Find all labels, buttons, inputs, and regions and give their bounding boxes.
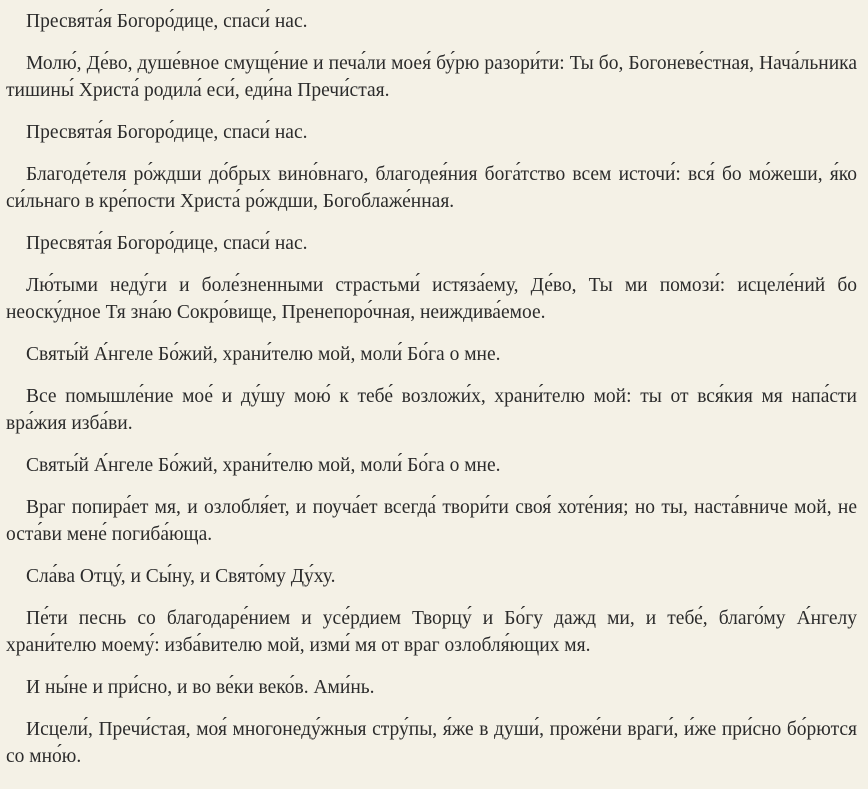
paragraph-doxology: Сла́ва Отцу́, и Сы́ну, и Свято́му Ду́ху. xyxy=(26,566,336,587)
paragraph-troparion: Враг попира́ет мя, и озлобля́ет, и поуча́ет всегда́ твори́ти своя́ хоте́ния; но ты, наста́вниче мой, не оста́ви мене́ погиба́юща. xyxy=(6,497,857,545)
paragraph-troparion: Благоде́теля ро́ждши до́брых вино́внаго, благодея́ния бога́тство всем источи́: вся́ бо мо́жеши, я́ко си́льнаго в кре́пости Христа́ ро́ждши, Богоблаже́нная. xyxy=(6,164,857,212)
paragraph-troparion: Молю́, Де́во, душе́вное смуще́ние и печа́ли моея́ бу́рю разори́ти: Ты бо, Богоневе́стная, Нача́льника тишины́ Христа́ родила́ еси́, еди́на Пречи́стая. xyxy=(6,53,857,101)
paragraph-doxology-ending: И ны́не и при́сно, и во ве́ки веко́в. Ами́нь. xyxy=(26,677,375,698)
paragraph-refrain-theotokos: Пресвята́я Богоро́дице, спаси́ нас. xyxy=(26,122,308,143)
paragraph-theotokion: Исцели́, Пречи́стая, моя́ многонеду́жныя стру́пы, я́же в души́, проже́ни враги́, и́же при́сно бо́рются со мно́ю. xyxy=(6,719,857,767)
paragraph-refrain-theotokos: Пресвята́я Богоро́дице, спаси́ нас. xyxy=(26,11,308,32)
paragraph-troparion: Пе́ти песнь со благодаре́нием и усе́рдием Творцу́ и Бо́гу дажд ми, и тебе́, благо́му А́нгелу храни́телю моему́: изба́вителю мой, изми́ мя от враг озлобля́ющих мя. xyxy=(6,608,857,656)
paragraph-refrain-theotokos: Пресвята́я Богоро́дице, спаси́ нас. xyxy=(26,233,308,254)
paragraph-troparion: Все помышле́ние мое́ и ду́шу мою́ к тебе́ возложи́х, храни́телю мой: ты от вся́кия мя напа́сти вра́жия изба́ви. xyxy=(6,386,857,434)
paragraph-refrain-angel: Святы́й А́нгеле Бо́жий, храни́телю мой, моли́ Бо́га о мне. xyxy=(26,455,501,476)
paragraph-refrain-angel: Святы́й А́нгеле Бо́жий, храни́телю мой, моли́ Бо́га о мне. xyxy=(26,344,501,365)
paragraph-troparion: Лю́тыми неду́ги и боле́зненными страстьми́ истяза́ему, Де́во, Ты ми помози́: исцеле́ний бо неоску́дное Тя зна́ю Сокро́вище, Пренепоро́чная, неиждива́емое. xyxy=(6,275,857,323)
